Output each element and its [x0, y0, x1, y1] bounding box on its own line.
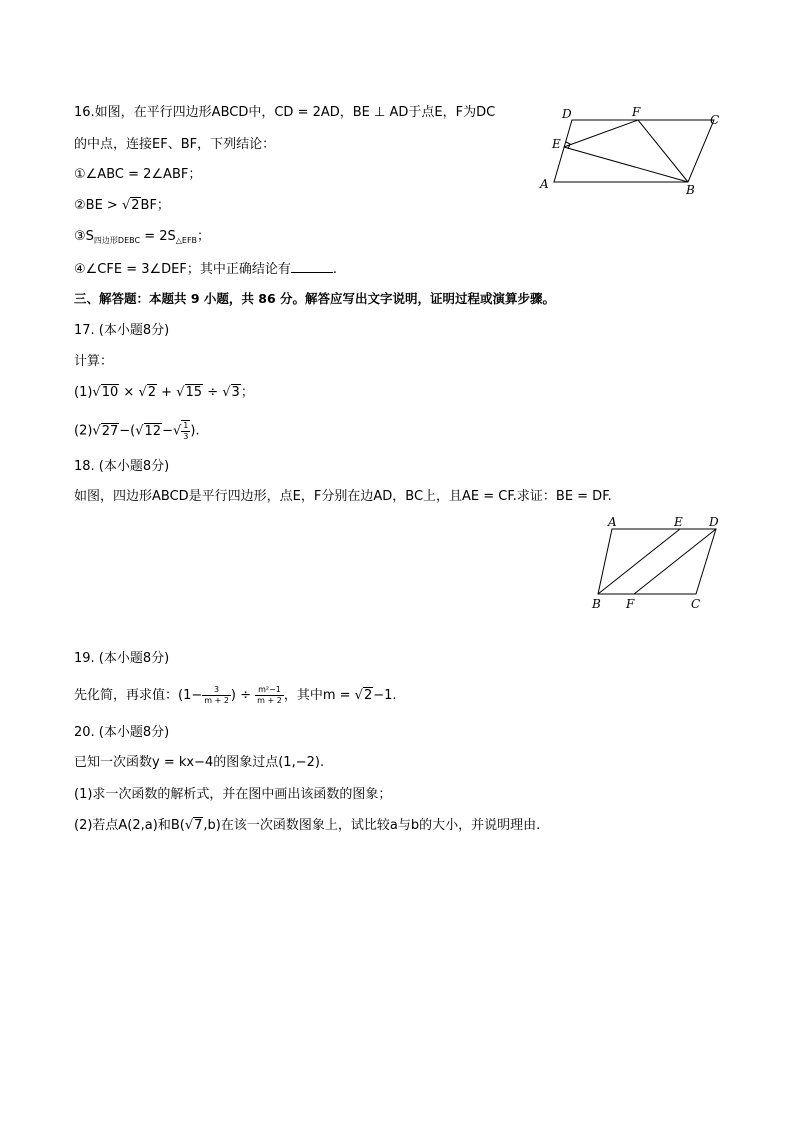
- q17-p1-radicand-3: 15: [185, 385, 203, 400]
- q16-opt2-post: BF；: [140, 198, 170, 213]
- label-A: A: [608, 515, 617, 529]
- label-B: B: [686, 183, 695, 196]
- q17-p1-div: ÷: [207, 385, 219, 400]
- label-E: E: [552, 137, 561, 151]
- sqrt-sign: √: [172, 423, 182, 439]
- q17-p1-radicand-4: 3: [231, 385, 240, 400]
- q17-p2-open: −(: [119, 423, 136, 439]
- q16-opt4-post: .: [332, 262, 338, 277]
- q20-p2-pre: (2)若点A(2,a)和B(: [74, 818, 185, 833]
- segment-df: [634, 529, 716, 594]
- section-3-heading: 三、解答题：本题共 9 小题，共 86 分。解答应写出文字说明，证明过程或演算步骤。: [74, 291, 556, 306]
- q17-p2-close: ).: [190, 423, 200, 439]
- label-B: B: [592, 597, 601, 611]
- q16-option-3: [74, 228, 210, 250]
- q16-opt2-pre: ②BE >: [74, 198, 122, 213]
- q18-text: 如图，四边形ABCD是平行四边形，点E，F分别在边AD，BC上，且AE = CF.求证：BE = DF.: [74, 489, 612, 504]
- q16-line2: 的中点，连接EF、BF，下列结论：: [74, 137, 276, 152]
- q16-opt2-radicand: 2: [131, 198, 140, 213]
- q17-p2-minus: −: [162, 423, 173, 439]
- sqrt-sign: √: [176, 385, 185, 400]
- q17-title: 17. (本小题8分): [74, 323, 170, 338]
- q16-opt3-sub: 四边形DEBC: [93, 236, 141, 245]
- sqrt-sign: √: [138, 385, 147, 400]
- q16-opt4-pre: ④∠CFE = 3∠DEF；其中正确结论有: [74, 262, 291, 277]
- q19-div: ) ÷: [230, 688, 256, 703]
- q17-p1-radicand-2: 2: [147, 385, 157, 400]
- q19-fraction-2: [255, 685, 284, 706]
- q18-title: 18. (本小题8分): [74, 459, 170, 474]
- q20-p2-post: ,b)在该一次函数图象上，试比较a与b的大小，并说明理由.: [203, 818, 541, 833]
- q16-opt3-mid: = 2S: [140, 229, 176, 244]
- q16-opt3-post: ；: [197, 229, 211, 244]
- segment-eb: [564, 147, 688, 182]
- label-C: C: [691, 597, 701, 611]
- q20-part-2: [74, 817, 540, 835]
- q19-fraction-1: [202, 685, 231, 706]
- sqrt-sign: √: [92, 385, 101, 400]
- label-F: F: [626, 597, 635, 611]
- label-F: F: [632, 105, 641, 119]
- q17-p1-plus: +: [161, 385, 173, 400]
- sqrt-sign: √: [354, 688, 363, 703]
- label-D: D: [562, 107, 572, 121]
- q17-p2-label: (2): [74, 423, 93, 439]
- sqrt-sign: √: [184, 818, 194, 833]
- segment-fb: [638, 120, 688, 182]
- q16-opt3-sub2: △EFB: [175, 236, 198, 245]
- sqrt-sign: √: [92, 423, 101, 439]
- q17-p2-radicand-2: 12: [144, 423, 162, 439]
- label-A: A: [540, 177, 549, 191]
- q17-part-1: [74, 384, 254, 402]
- q19-title: 19. (本小题8分): [74, 651, 170, 666]
- q20-line1: 已知一次函数y = kx−4的图象过点(1,−2).: [74, 755, 325, 770]
- q17-part-2: [74, 420, 200, 442]
- q17-p1-end: ；: [240, 385, 254, 400]
- q19-expression: [74, 684, 397, 708]
- q17-p1-label: (1): [74, 385, 93, 400]
- q17-intro: 计算：: [74, 354, 114, 369]
- label-E: E: [674, 515, 683, 529]
- q20-title: 20. (本小题8分): [74, 725, 170, 740]
- q20-part-1: (1)求一次函数的解析式，并在图中画出该函数的图象；: [74, 787, 392, 802]
- sqrt-sign: √: [222, 385, 231, 400]
- q19-radicand: 2: [363, 688, 373, 703]
- q16-line1: 16.如图，在平行四边形ABCD中，CD = 2AD，BE ⊥ AD于点E，F为DC: [74, 105, 496, 120]
- answer-blank[interactable]: [291, 260, 333, 273]
- q18-parallelogram-figure: [588, 514, 728, 614]
- q17-p2-fraction: [181, 420, 190, 442]
- q16-parallelogram-figure: [528, 104, 728, 196]
- q16-option-1: ①∠ABC = 2∠ABF；: [74, 167, 202, 182]
- q19-pre: 先化简，再求值：(1−: [74, 688, 203, 703]
- q16-option-4: [74, 260, 337, 279]
- sqrt-sign: √: [135, 423, 144, 439]
- q19-mid: ，其中m =: [283, 688, 355, 703]
- label-D: D: [709, 515, 719, 529]
- q17-p1-radicand-1: 10: [101, 385, 119, 400]
- q17-p2-radicand-1: 27: [101, 423, 119, 439]
- q19-f2-den: m + 2: [257, 696, 282, 705]
- segment-fe: [564, 120, 638, 147]
- q19-f1-den: m + 2: [204, 696, 229, 705]
- label-C: C: [710, 113, 720, 127]
- q17-p1-times: ×: [123, 385, 135, 400]
- q17-p2-frac-num: 1: [183, 421, 189, 430]
- q16-opt3-pre: ③S: [74, 229, 94, 244]
- q19-f1-num: 3: [202, 685, 231, 696]
- q17-p2-frac-den: 3: [183, 432, 189, 441]
- q19-f2-num: m²−1: [255, 685, 284, 696]
- sqrt-sign: √: [121, 198, 131, 213]
- q16-option-2: [74, 197, 170, 215]
- q20-radicand: 7: [194, 818, 203, 833]
- q18-parallelogram: [598, 529, 716, 594]
- q19-post: −1.: [373, 688, 397, 703]
